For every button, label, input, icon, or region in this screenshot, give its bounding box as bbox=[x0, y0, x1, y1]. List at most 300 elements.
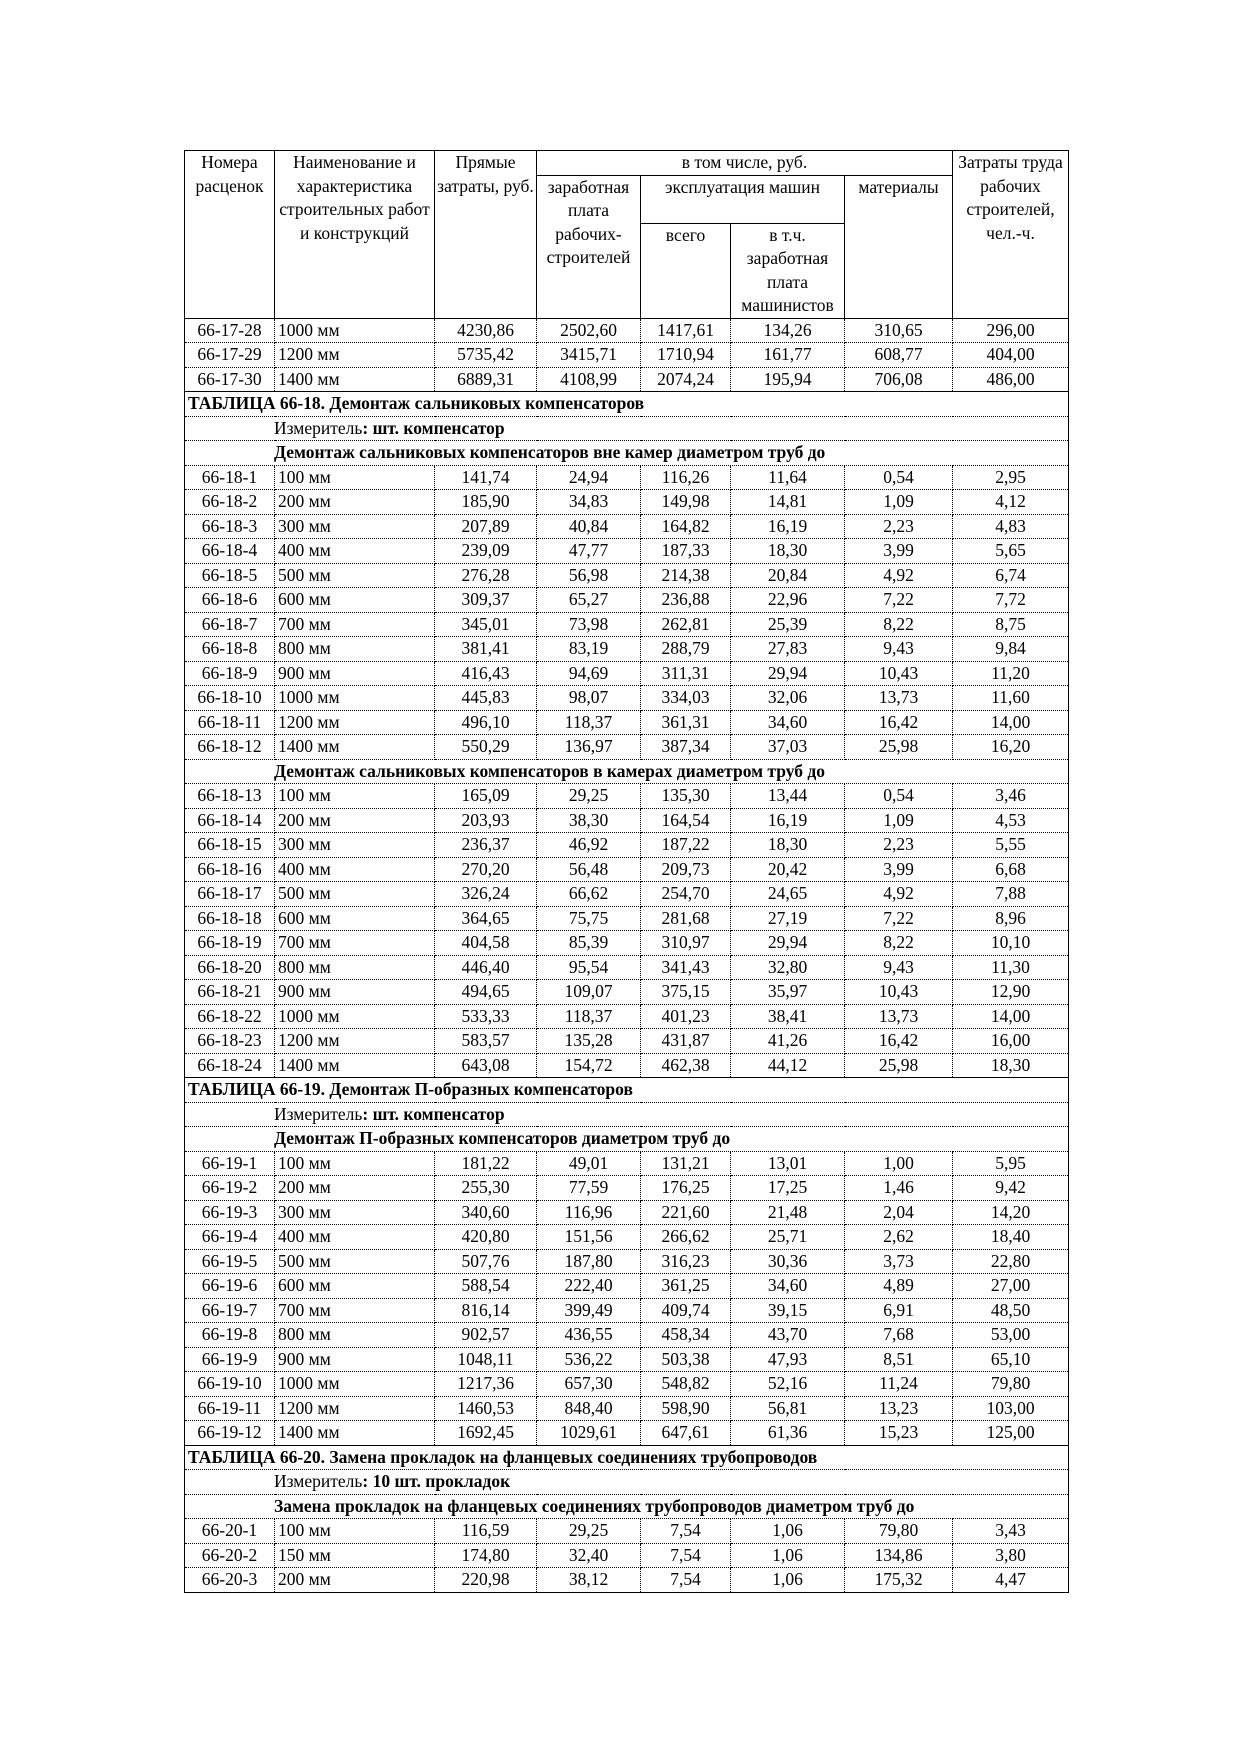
cell-machines-total: 341,43 bbox=[641, 955, 731, 980]
cell-labor: 18,30 bbox=[953, 1053, 1069, 1078]
cell-code: 66-18-21 bbox=[185, 980, 275, 1005]
cell-direct: 446,40 bbox=[435, 955, 537, 980]
cell-direct: 364,65 bbox=[435, 906, 537, 931]
cell-materials: 1,46 bbox=[845, 1176, 953, 1201]
cell-code: 66-18-13 bbox=[185, 784, 275, 809]
cell-machines-wages: 38,41 bbox=[731, 1004, 845, 1029]
header-wages: заработная плата рабочих-строителей bbox=[537, 175, 641, 318]
cell-name: 150 мм bbox=[275, 1543, 435, 1568]
cell-code: 66-18-4 bbox=[185, 539, 275, 564]
table-row bbox=[185, 1176, 1069, 1201]
cell-materials: 79,80 bbox=[845, 1519, 953, 1544]
cell-direct: 1692,45 bbox=[435, 1421, 537, 1446]
cell-labor: 5,55 bbox=[953, 833, 1069, 858]
cell-direct: 6889,31 bbox=[435, 367, 537, 392]
cell-labor: 2,95 bbox=[953, 465, 1069, 490]
cell-code: 66-20-2 bbox=[185, 1543, 275, 1568]
cell-materials: 10,43 bbox=[845, 980, 953, 1005]
cell-wages: 95,54 bbox=[537, 955, 641, 980]
header-materials: материалы bbox=[845, 175, 953, 318]
cell-materials: 9,43 bbox=[845, 955, 953, 980]
cell-materials: 15,23 bbox=[845, 1421, 953, 1446]
cell-name: 200 мм bbox=[275, 1176, 435, 1201]
cell-machines-wages: 27,19 bbox=[731, 906, 845, 931]
cell-materials: 8,22 bbox=[845, 931, 953, 956]
cell-code: 66-18-6 bbox=[185, 588, 275, 613]
table-row bbox=[185, 1347, 1069, 1372]
cell-name: 200 мм bbox=[275, 1568, 435, 1593]
cell-machines-total: 164,54 bbox=[641, 808, 731, 833]
cell-labor: 486,00 bbox=[953, 367, 1069, 392]
cell-name: 400 мм bbox=[275, 857, 435, 882]
cell-code: 66-18-23 bbox=[185, 1029, 275, 1054]
meter-value: : шт. компенсатор bbox=[362, 417, 505, 438]
cell-code: 66-18-8 bbox=[185, 637, 275, 662]
cell-machines-total: 503,38 bbox=[641, 1347, 731, 1372]
cell-code: 66-18-15 bbox=[185, 833, 275, 858]
cell-direct: 270,20 bbox=[435, 857, 537, 882]
cell-name: 1000 мм bbox=[275, 1004, 435, 1029]
cell-labor: 65,10 bbox=[953, 1347, 1069, 1372]
cell-machines-total: 598,90 bbox=[641, 1396, 731, 1421]
table-row bbox=[185, 539, 1069, 564]
cell-name: 500 мм bbox=[275, 882, 435, 907]
meter-cell bbox=[185, 1470, 1069, 1495]
cell-machines-wages: 134,26 bbox=[731, 318, 845, 343]
cell-materials: 2,04 bbox=[845, 1200, 953, 1225]
cell-machines-wages: 39,15 bbox=[731, 1298, 845, 1323]
cell-name: 600 мм bbox=[275, 588, 435, 613]
subsection-title-text: Демонтаж сальниковых компенсаторов в камерах диаметром труб до bbox=[274, 760, 825, 781]
cell-machines-total: 1417,61 bbox=[641, 318, 731, 343]
cell-machines-wages: 32,06 bbox=[731, 686, 845, 711]
cell-direct: 220,98 bbox=[435, 1568, 537, 1593]
table-row bbox=[185, 1053, 1069, 1078]
meter-row bbox=[185, 1470, 1069, 1495]
cell-direct: 181,22 bbox=[435, 1151, 537, 1176]
cell-code: 66-18-12 bbox=[185, 735, 275, 760]
subsection-title bbox=[185, 441, 1069, 466]
table-row bbox=[185, 833, 1069, 858]
table-row bbox=[185, 882, 1069, 907]
cell-name: 1400 мм bbox=[275, 1421, 435, 1446]
cell-wages: 38,12 bbox=[537, 1568, 641, 1593]
cell-name: 800 мм bbox=[275, 637, 435, 662]
meter-value: : шт. компенсатор bbox=[362, 1103, 505, 1124]
cell-machines-wages: 14,81 bbox=[731, 490, 845, 515]
cell-code: 66-19-11 bbox=[185, 1396, 275, 1421]
cell-code: 66-20-1 bbox=[185, 1519, 275, 1544]
cell-wages: 399,49 bbox=[537, 1298, 641, 1323]
cell-labor: 9,84 bbox=[953, 637, 1069, 662]
table-row bbox=[185, 906, 1069, 931]
cell-code: 66-18-19 bbox=[185, 931, 275, 956]
cell-machines-wages: 195,94 bbox=[731, 367, 845, 392]
table-row bbox=[185, 931, 1069, 956]
cell-labor: 296,00 bbox=[953, 318, 1069, 343]
cell-machines-wages: 16,19 bbox=[731, 808, 845, 833]
cell-machines-total: 548,82 bbox=[641, 1372, 731, 1397]
cell-name: 1400 мм bbox=[275, 367, 435, 392]
cell-machines-wages: 13,01 bbox=[731, 1151, 845, 1176]
header-machines: эксплуатация машин bbox=[641, 175, 845, 223]
cell-wages: 66,62 bbox=[537, 882, 641, 907]
table-row bbox=[185, 1151, 1069, 1176]
cell-direct: 381,41 bbox=[435, 637, 537, 662]
cell-wages: 118,37 bbox=[537, 1004, 641, 1029]
cell-name: 100 мм bbox=[275, 1519, 435, 1544]
cell-labor: 8,96 bbox=[953, 906, 1069, 931]
cell-direct: 203,93 bbox=[435, 808, 537, 833]
cell-materials: 16,42 bbox=[845, 710, 953, 735]
cell-labor: 7,72 bbox=[953, 588, 1069, 613]
cell-wages: 40,84 bbox=[537, 514, 641, 539]
subsection-title-text: Демонтаж сальниковых компенсаторов вне камер диаметром труб до bbox=[274, 442, 826, 462]
cell-name: 800 мм bbox=[275, 955, 435, 980]
subsection-title bbox=[185, 759, 1069, 784]
cell-direct: 255,30 bbox=[435, 1176, 537, 1201]
cell-machines-total: 1710,94 bbox=[641, 343, 731, 368]
cell-machines-wages: 52,16 bbox=[731, 1372, 845, 1397]
table-row bbox=[185, 612, 1069, 637]
table-row bbox=[185, 661, 1069, 686]
cell-direct: 416,43 bbox=[435, 661, 537, 686]
cell-wages: 187,80 bbox=[537, 1249, 641, 1274]
cell-labor: 7,88 bbox=[953, 882, 1069, 907]
cell-wages: 118,37 bbox=[537, 710, 641, 735]
cell-materials: 11,24 bbox=[845, 1372, 953, 1397]
table-row bbox=[185, 490, 1069, 515]
section-title-row bbox=[185, 392, 1069, 417]
cell-name: 300 мм bbox=[275, 1200, 435, 1225]
table-row bbox=[185, 1421, 1069, 1446]
cell-machines-wages: 21,48 bbox=[731, 1200, 845, 1225]
cell-code: 66-19-6 bbox=[185, 1274, 275, 1299]
table-row bbox=[185, 955, 1069, 980]
subsection-row bbox=[185, 1494, 1069, 1519]
section-title-row bbox=[185, 1078, 1069, 1103]
cell-labor: 4,12 bbox=[953, 490, 1069, 515]
table-row bbox=[185, 1249, 1069, 1274]
cell-machines-total: 387,34 bbox=[641, 735, 731, 760]
cell-code: 66-19-5 bbox=[185, 1249, 275, 1274]
cell-wages: 29,25 bbox=[537, 1519, 641, 1544]
cell-materials: 13,73 bbox=[845, 1004, 953, 1029]
table-row bbox=[185, 465, 1069, 490]
cell-direct: 902,57 bbox=[435, 1323, 537, 1348]
cell-code: 66-18-14 bbox=[185, 808, 275, 833]
cell-code: 66-18-3 bbox=[185, 514, 275, 539]
cell-direct: 207,89 bbox=[435, 514, 537, 539]
cell-materials: 134,86 bbox=[845, 1543, 953, 1568]
cell-direct: 309,37 bbox=[435, 588, 537, 613]
cell-materials: 6,91 bbox=[845, 1298, 953, 1323]
cell-machines-wages: 29,94 bbox=[731, 661, 845, 686]
cell-wages: 94,69 bbox=[537, 661, 641, 686]
cell-name: 1200 мм bbox=[275, 1029, 435, 1054]
cell-machines-total: 149,98 bbox=[641, 490, 731, 515]
cell-machines-total: 409,74 bbox=[641, 1298, 731, 1323]
cell-name: 100 мм bbox=[275, 784, 435, 809]
table-row bbox=[185, 1274, 1069, 1299]
cell-materials: 3,99 bbox=[845, 857, 953, 882]
cell-wages: 135,28 bbox=[537, 1029, 641, 1054]
cell-wages: 848,40 bbox=[537, 1396, 641, 1421]
cell-name: 1400 мм bbox=[275, 1053, 435, 1078]
cell-machines-total: 236,88 bbox=[641, 588, 731, 613]
cell-labor: 48,50 bbox=[953, 1298, 1069, 1323]
cell-machines-total: 176,25 bbox=[641, 1176, 731, 1201]
table-row bbox=[185, 1029, 1069, 1054]
cell-machines-total: 187,33 bbox=[641, 539, 731, 564]
cell-code: 66-18-16 bbox=[185, 857, 275, 882]
subsection-row bbox=[185, 1127, 1069, 1152]
table-body bbox=[185, 318, 1069, 1592]
table-row bbox=[185, 808, 1069, 833]
cell-code: 66-19-4 bbox=[185, 1225, 275, 1250]
cell-materials: 7,68 bbox=[845, 1323, 953, 1348]
cell-code: 66-18-17 bbox=[185, 882, 275, 907]
cell-name: 700 мм bbox=[275, 612, 435, 637]
table-row bbox=[185, 1323, 1069, 1348]
cell-name: 700 мм bbox=[275, 931, 435, 956]
header-code: Номера расценок bbox=[185, 151, 275, 319]
cell-direct: 583,57 bbox=[435, 1029, 537, 1054]
cell-machines-wages: 34,60 bbox=[731, 1274, 845, 1299]
cell-materials: 7,22 bbox=[845, 906, 953, 931]
section-title: ТАБЛИЦА 66-18. Демонтаж сальниковых компенсаторов bbox=[185, 392, 1069, 417]
price-document bbox=[184, 150, 1068, 1593]
cell-machines-total: 214,38 bbox=[641, 563, 731, 588]
cell-machines-wages: 18,30 bbox=[731, 539, 845, 564]
section-title: ТАБЛИЦА 66-20. Замена прокладок на фланцевых соединениях трубопроводов bbox=[185, 1445, 1069, 1470]
cell-direct: 340,60 bbox=[435, 1200, 537, 1225]
cell-labor: 14,00 bbox=[953, 1004, 1069, 1029]
cell-machines-total: 7,54 bbox=[641, 1519, 731, 1544]
table-row bbox=[185, 1543, 1069, 1568]
cell-code: 66-18-20 bbox=[185, 955, 275, 980]
cell-materials: 1,09 bbox=[845, 808, 953, 833]
cell-wages: 85,39 bbox=[537, 931, 641, 956]
cell-direct: 174,80 bbox=[435, 1543, 537, 1568]
cell-name: 400 мм bbox=[275, 539, 435, 564]
cell-machines-wages: 1,06 bbox=[731, 1519, 845, 1544]
table-row bbox=[185, 563, 1069, 588]
table-row bbox=[185, 343, 1069, 368]
header-machines-wages: в т.ч. заработная плата машинистов bbox=[731, 223, 845, 318]
cell-wages: 3415,71 bbox=[537, 343, 641, 368]
cell-machines-total: 221,60 bbox=[641, 1200, 731, 1225]
cell-direct: 507,76 bbox=[435, 1249, 537, 1274]
cell-machines-wages: 24,65 bbox=[731, 882, 845, 907]
cell-materials: 4,92 bbox=[845, 563, 953, 588]
cell-labor: 4,47 bbox=[953, 1568, 1069, 1593]
table-row bbox=[185, 1225, 1069, 1250]
cell-name: 600 мм bbox=[275, 906, 435, 931]
cell-machines-wages: 22,96 bbox=[731, 588, 845, 613]
cell-wages: 154,72 bbox=[537, 1053, 641, 1078]
cell-machines-wages: 16,19 bbox=[731, 514, 845, 539]
meter-cell bbox=[185, 416, 1069, 441]
header-labor: Затраты труда рабочих строителей, чел.-ч. bbox=[953, 151, 1069, 319]
cell-materials: 2,62 bbox=[845, 1225, 953, 1250]
cell-materials: 1,00 bbox=[845, 1151, 953, 1176]
cell-machines-wages: 161,77 bbox=[731, 343, 845, 368]
cell-materials: 8,51 bbox=[845, 1347, 953, 1372]
cell-machines-wages: 43,70 bbox=[731, 1323, 845, 1348]
cell-machines-wages: 27,83 bbox=[731, 637, 845, 662]
meter-value: : 10 шт. прокладок bbox=[362, 1471, 511, 1491]
cell-materials: 16,42 bbox=[845, 1029, 953, 1054]
table-row bbox=[185, 637, 1069, 662]
cell-labor: 22,80 bbox=[953, 1249, 1069, 1274]
cell-materials: 175,32 bbox=[845, 1568, 953, 1593]
cell-machines-wages: 20,42 bbox=[731, 857, 845, 882]
cell-direct: 5735,42 bbox=[435, 343, 537, 368]
table-row bbox=[185, 1298, 1069, 1323]
cell-code: 66-18-10 bbox=[185, 686, 275, 711]
cell-wages: 56,98 bbox=[537, 563, 641, 588]
cell-name: 600 мм bbox=[275, 1274, 435, 1299]
cell-code: 66-17-29 bbox=[185, 343, 275, 368]
cell-code: 66-19-3 bbox=[185, 1200, 275, 1225]
cell-machines-total: 209,73 bbox=[641, 857, 731, 882]
meter-label: Измеритель bbox=[274, 1103, 363, 1124]
cell-machines-total: 7,54 bbox=[641, 1543, 731, 1568]
cell-machines-wages: 29,94 bbox=[731, 931, 845, 956]
cell-labor: 79,80 bbox=[953, 1372, 1069, 1397]
cell-machines-wages: 17,25 bbox=[731, 1176, 845, 1201]
cell-labor: 9,42 bbox=[953, 1176, 1069, 1201]
cell-wages: 657,30 bbox=[537, 1372, 641, 1397]
cell-wages: 73,98 bbox=[537, 612, 641, 637]
table-row bbox=[185, 710, 1069, 735]
cell-wages: 75,75 bbox=[537, 906, 641, 931]
cell-materials: 1,09 bbox=[845, 490, 953, 515]
cell-direct: 239,09 bbox=[435, 539, 537, 564]
cell-labor: 10,10 bbox=[953, 931, 1069, 956]
cell-labor: 3,43 bbox=[953, 1519, 1069, 1544]
cell-machines-total: 254,70 bbox=[641, 882, 731, 907]
cell-machines-wages: 1,06 bbox=[731, 1543, 845, 1568]
cell-machines-wages: 32,80 bbox=[731, 955, 845, 980]
cell-name: 900 мм bbox=[275, 980, 435, 1005]
cell-labor: 8,75 bbox=[953, 612, 1069, 637]
cell-labor: 16,00 bbox=[953, 1029, 1069, 1054]
cell-materials: 8,22 bbox=[845, 612, 953, 637]
cell-wages: 109,07 bbox=[537, 980, 641, 1005]
table-row bbox=[185, 686, 1069, 711]
cell-wages: 24,94 bbox=[537, 465, 641, 490]
cell-wages: 1029,61 bbox=[537, 1421, 641, 1446]
cell-name: 100 мм bbox=[275, 465, 435, 490]
cell-machines-wages: 18,30 bbox=[731, 833, 845, 858]
cell-materials: 3,73 bbox=[845, 1249, 953, 1274]
cell-materials: 0,54 bbox=[845, 465, 953, 490]
header-machines-total: всего bbox=[641, 223, 731, 318]
cell-machines-wages: 35,97 bbox=[731, 980, 845, 1005]
cell-code: 66-19-8 bbox=[185, 1323, 275, 1348]
cell-machines-total: 187,22 bbox=[641, 833, 731, 858]
cell-machines-total: 458,34 bbox=[641, 1323, 731, 1348]
cell-labor: 27,00 bbox=[953, 1274, 1069, 1299]
cell-code: 66-19-10 bbox=[185, 1372, 275, 1397]
cell-machines-total: 116,26 bbox=[641, 465, 731, 490]
cell-machines-total: 647,61 bbox=[641, 1421, 731, 1446]
cell-code: 66-20-3 bbox=[185, 1568, 275, 1593]
cell-direct: 185,90 bbox=[435, 490, 537, 515]
cell-machines-total: 281,68 bbox=[641, 906, 731, 931]
cell-machines-total: 375,15 bbox=[641, 980, 731, 1005]
cell-materials: 2,23 bbox=[845, 514, 953, 539]
cell-name: 700 мм bbox=[275, 1298, 435, 1323]
cell-wages: 56,48 bbox=[537, 857, 641, 882]
cell-machines-wages: 20,84 bbox=[731, 563, 845, 588]
subsection-title bbox=[185, 1127, 1069, 1152]
cell-direct: 588,54 bbox=[435, 1274, 537, 1299]
table-row bbox=[185, 1004, 1069, 1029]
cell-labor: 53,00 bbox=[953, 1323, 1069, 1348]
cell-code: 66-18-18 bbox=[185, 906, 275, 931]
subsection-row bbox=[185, 441, 1069, 466]
meter-row bbox=[185, 1102, 1069, 1127]
subsection-title-text: Демонтаж П-образных компенсаторов диаметром труб до bbox=[274, 1128, 731, 1148]
cell-name: 800 мм bbox=[275, 1323, 435, 1348]
cell-name: 1200 мм bbox=[275, 343, 435, 368]
cell-code: 66-19-1 bbox=[185, 1151, 275, 1176]
cell-name: 200 мм bbox=[275, 808, 435, 833]
cell-code: 66-19-12 bbox=[185, 1421, 275, 1446]
cell-machines-total: 462,38 bbox=[641, 1053, 731, 1078]
table-row bbox=[185, 588, 1069, 613]
cell-materials: 13,23 bbox=[845, 1396, 953, 1421]
cell-materials: 4,89 bbox=[845, 1274, 953, 1299]
cell-wages: 536,22 bbox=[537, 1347, 641, 1372]
cell-name: 1200 мм bbox=[275, 710, 435, 735]
header-name: Наименование и характеристика строительных работ и конструкций bbox=[275, 151, 435, 319]
cell-materials: 0,54 bbox=[845, 784, 953, 809]
header-direct: Прямые затраты, руб. bbox=[435, 151, 537, 319]
cell-wages: 29,25 bbox=[537, 784, 641, 809]
cell-machines-total: 262,81 bbox=[641, 612, 731, 637]
cell-wages: 49,01 bbox=[537, 1151, 641, 1176]
cell-code: 66-18-22 bbox=[185, 1004, 275, 1029]
cell-machines-wages: 41,26 bbox=[731, 1029, 845, 1054]
cell-labor: 404,00 bbox=[953, 343, 1069, 368]
cell-code: 66-18-2 bbox=[185, 490, 275, 515]
cell-labor: 18,40 bbox=[953, 1225, 1069, 1250]
cell-labor: 125,00 bbox=[953, 1421, 1069, 1446]
cell-machines-total: 131,21 bbox=[641, 1151, 731, 1176]
cell-wages: 32,40 bbox=[537, 1543, 641, 1568]
cell-machines-total: 135,30 bbox=[641, 784, 731, 809]
cell-machines-wages: 1,06 bbox=[731, 1568, 845, 1593]
cell-materials: 25,98 bbox=[845, 1053, 953, 1078]
cell-wages: 2502,60 bbox=[537, 318, 641, 343]
cell-labor: 4,53 bbox=[953, 808, 1069, 833]
cell-wages: 77,59 bbox=[537, 1176, 641, 1201]
cell-wages: 34,83 bbox=[537, 490, 641, 515]
cell-name: 300 мм bbox=[275, 833, 435, 858]
table-row bbox=[185, 980, 1069, 1005]
cell-code: 66-18-5 bbox=[185, 563, 275, 588]
cell-labor: 11,60 bbox=[953, 686, 1069, 711]
cell-direct: 141,74 bbox=[435, 465, 537, 490]
cell-code: 66-19-7 bbox=[185, 1298, 275, 1323]
cell-name: 1000 мм bbox=[275, 686, 435, 711]
cell-name: 900 мм bbox=[275, 661, 435, 686]
cell-materials: 310,65 bbox=[845, 318, 953, 343]
